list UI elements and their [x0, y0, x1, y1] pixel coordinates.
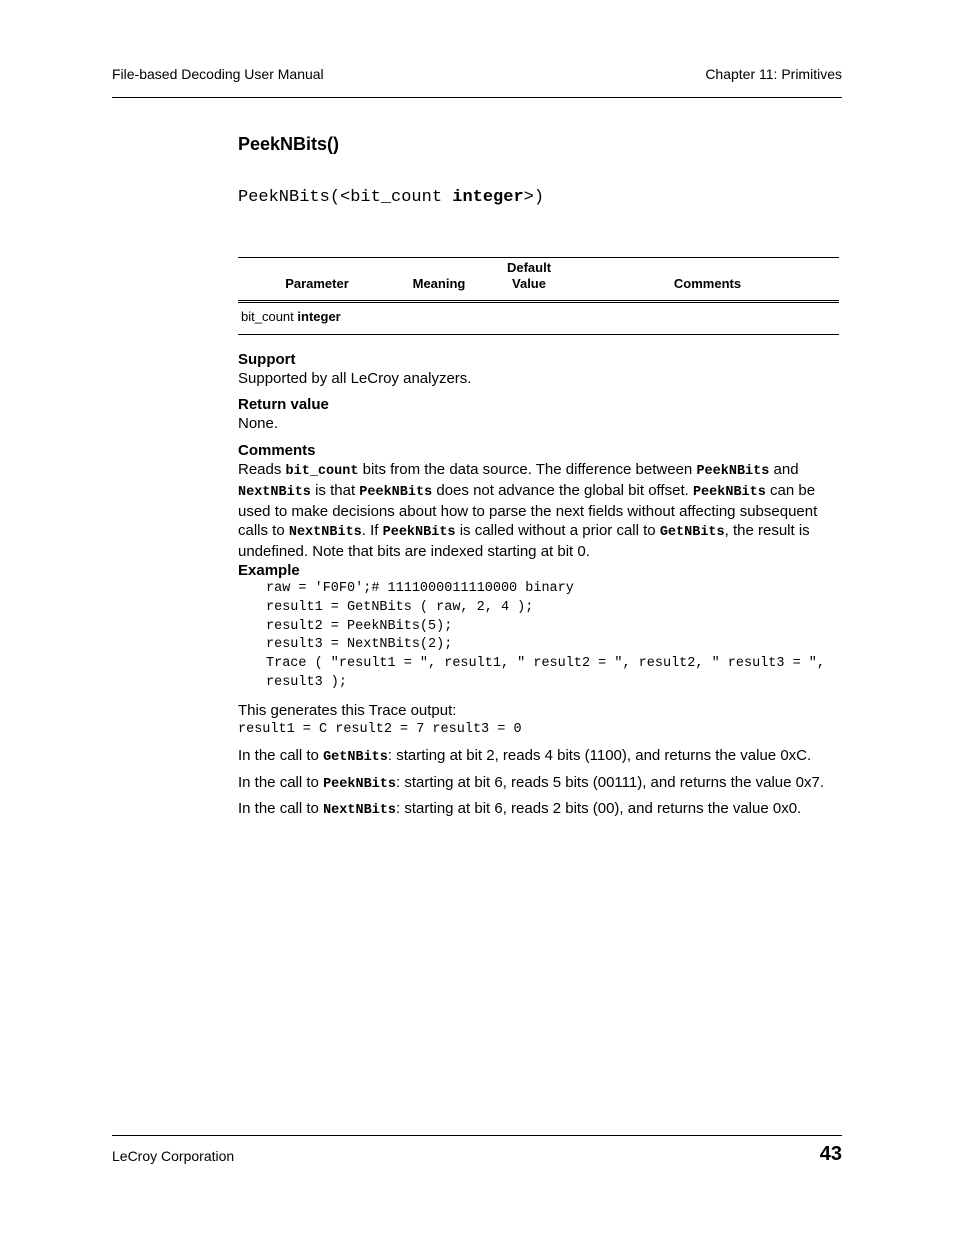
signature-suffix: >) [523, 188, 545, 207]
table-header-row [238, 258, 839, 302]
example-section [238, 562, 842, 580]
cell-default [482, 302, 576, 335]
signature-prefix: PeekNBits(<bit_count [238, 188, 453, 207]
page-title: PeekNBits() [238, 134, 340, 154]
col-header-default-value: Default Value [506, 260, 552, 291]
call-explanation: In the call to GetNBits: starting at bit 2, reads 4 bits (1100), and returns the value 0xC. [238, 747, 812, 765]
return-value-heading: Return value [238, 396, 329, 413]
comments-text: Reads bit_count bits from the data source. The difference between PeekNBits and NextNBits is that PeekNBits does not advance the global bit offset. PeekNBits can be used to make decisions about how to parse the next fields without affecting subsequent calls to NextNBits. If PeekNBits is called without a prior call to GetNBits, the result is undefined. Note that bits are indexed starting at bit 0. [238, 461, 818, 560]
col-header-parameter: Parameter [285, 276, 349, 291]
running-header-left: File-based Decoding User Manual [112, 66, 324, 82]
support-section [238, 351, 842, 388]
call-explanation: In the call to NextNBits: starting at bit 6, reads 2 bits (00), and returns the value 0x0. [238, 800, 802, 818]
return-value-section [238, 396, 842, 433]
header-rule [112, 97, 842, 98]
example-code: raw = 'F0F0';# 1111000011110000 binary result1 = GetNBits ( raw, 2, 4 ); result2 = PeekNBits(5); result3 = NextNBits(2); Trace ( "result1 = ", result1, " result2 = ", result2, " result3 = ", result3 ); [266, 581, 825, 690]
footer-company: LeCroy Corporation [112, 1148, 235, 1164]
table-row [238, 302, 839, 335]
comments-section [238, 442, 842, 561]
parameter-table [238, 257, 839, 335]
example-heading: Example [238, 562, 300, 579]
cell-parameter: bit_count integer [241, 309, 341, 324]
running-header-right: Chapter 11: Primitives [705, 66, 842, 82]
signature-type: integer [452, 188, 524, 207]
cell-meaning [396, 302, 482, 335]
call-explanation: In the call to PeekNBits: starting at bit 6, reads 5 bits (00111), and returns the value 0x7. [238, 774, 825, 792]
footer-rule [112, 1135, 842, 1136]
comments-heading: Comments [238, 442, 316, 459]
support-text: Supported by all LeCroy analyzers. [238, 370, 472, 387]
col-header-meaning: Meaning [412, 276, 466, 291]
cell-comments [576, 302, 839, 335]
col-header-comments: Comments [673, 276, 742, 291]
return-value-text: None. [238, 415, 279, 432]
trace-intro: This generates this Trace output: [238, 702, 457, 719]
function-signature [238, 188, 544, 207]
page-number: 43 [819, 1143, 842, 1165]
trace-output: result1 = C result2 = 7 result3 = 0 [238, 722, 522, 737]
support-heading: Support [238, 351, 296, 368]
